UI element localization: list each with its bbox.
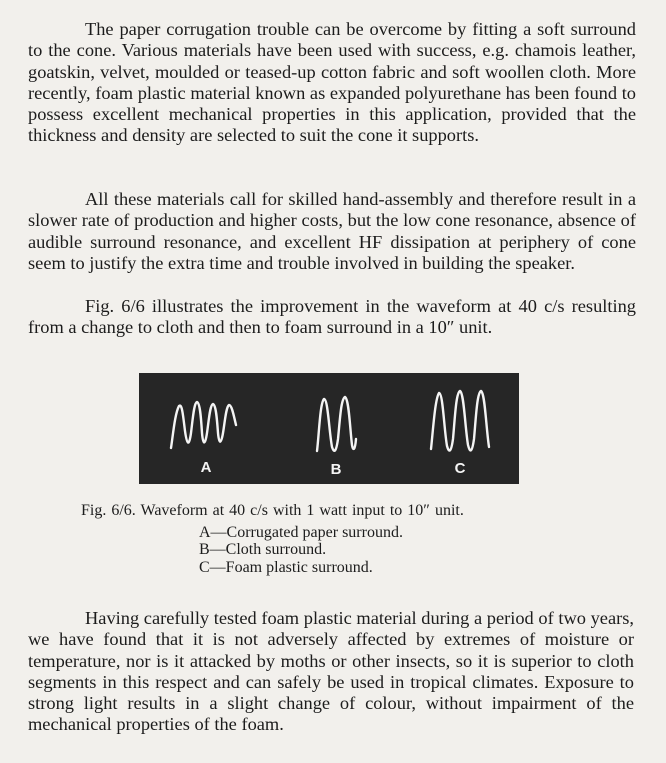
legend-item-c: C—Foam plastic surround. bbox=[199, 558, 373, 576]
paragraph-foam-testing: Having carefully tested foam plastic material during a period of two years, we have found that it is not adversely affected by extremes of moisture or temperature, nor is it attacked by moths or other insects, so it is superior to cloth segments in this respect and can safely be used in tropical climates. Exposure to strong light results in a slight change of colour, without impairment of the mechanical properties of the foam. bbox=[28, 608, 634, 735]
waveform-a-label: A bbox=[200, 459, 212, 476]
waveform-oscillogram bbox=[139, 373, 519, 484]
waveform-figure bbox=[139, 373, 519, 484]
waveform-a-trace bbox=[171, 402, 236, 448]
waveform-b-trace bbox=[317, 397, 356, 451]
figure-caption: Fig. 6/6. Waveform at 40 c/s with 1 watt input to 10″ unit. bbox=[81, 502, 464, 519]
paragraph-surround-materials: The paper corrugation trouble can be overcome by fitting a soft surround to the cone. Various materials have been used with success, e.g. chamois leather, goatskin, velvet, moulded or teased-up cotton fabric and soft woollen cloth. More recently, foam plastic material known as expanded polyurethane has been found to possess excellent mechanical properties in this application, provided that the thickness and density are selected to suit the cone it supports. bbox=[28, 19, 636, 146]
waveform-c-trace bbox=[431, 391, 489, 451]
legend-item-a: A—Corrugated paper surround. bbox=[199, 524, 403, 541]
paragraph-hand-assembly: All these materials call for skilled hand-assembly and therefore result in a slower rate of production and higher costs, but the low cone resonance, absence of audible surround resonance, and excellent HF dissipation at periphery of cone seem to justify the extra time and trouble involved in building the speaker. bbox=[28, 189, 636, 273]
paragraph-figure-reference: Fig. 6/6 illustrates the improvement in the waveform at 40 c/s resulting from a change to cloth and then to foam surround in a 10″ unit. bbox=[28, 296, 636, 338]
waveform-b-label: B bbox=[330, 461, 342, 478]
figure-legend bbox=[199, 524, 403, 576]
legend-item-b: B—Cloth surround. bbox=[199, 541, 327, 559]
waveform-c-label: C bbox=[454, 460, 466, 477]
